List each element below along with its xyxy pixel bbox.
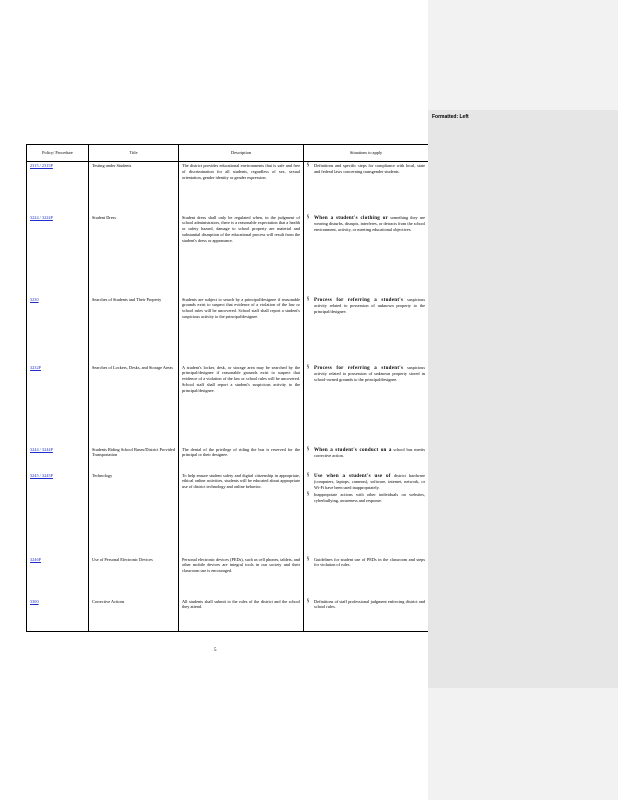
- table-header-row: [27, 145, 429, 162]
- policy-number-link[interactable]: 3224 / 3224P: [30, 214, 53, 220]
- bullet-icon: §: [307, 446, 310, 452]
- situation-item: [307, 163, 425, 175]
- situation-body: something they are wearing disturbs, disrupts, interferes, or detracts from the school environment, activity, or meeting educational objectives.: [314, 214, 426, 233]
- policy-number-link[interactable]: 2315 / 2315P: [30, 163, 53, 168]
- situation-body: school bus merits corrective action.: [314, 446, 426, 459]
- policy-number-link[interactable]: 3232P: [30, 364, 41, 370]
- bullet-icon: §: [307, 491, 310, 497]
- policy-number-link[interactable]: 3246P: [30, 556, 41, 562]
- situation-body: Guidelines for student use of PEDs in the classroom and steps for violation of rules.: [314, 556, 425, 568]
- situation-item: [307, 599, 425, 611]
- situation-text: [314, 447, 425, 460]
- situation-text: [314, 599, 425, 611]
- situations-cell: [304, 472, 429, 556]
- situation-lead: When a student's conduct on a: [314, 447, 392, 453]
- policy-description-cell: Student dress shall only be regulated when, in the judgment of school administrators, there is a reasonable expectation that a health or safety hazard, damage to school property are material and substantial disruption of the educational process will result from the student's dress or appearance.: [179, 214, 304, 296]
- situation-lead: Use when a student's use of: [314, 473, 391, 479]
- situations-cell: [304, 556, 429, 598]
- situation-item: [307, 297, 425, 315]
- table-row: [27, 556, 429, 598]
- policy-description-cell: Students are subject to search by a principal/designee if reasonable grounds exist to suspect that evidence of a violation of the law or school rules will be uncovered. School staff shall report a student's suspicious activity to the principal/designee.: [179, 296, 304, 364]
- situation-text: [314, 163, 425, 175]
- situation-lead: When a student's clothing or: [314, 215, 389, 221]
- situations-cell: [304, 364, 429, 446]
- policy-title-cell: Corrective Actions: [89, 598, 179, 632]
- situation-item: [307, 557, 425, 569]
- situation-text: [314, 215, 425, 233]
- situation-lead: Process for referring a student's: [314, 365, 404, 371]
- policy-title-cell: Searches of Lockers, Desks, and Storage Areas: [89, 364, 179, 446]
- table-row: [27, 296, 429, 364]
- situation-lead: Process for referring a student's: [314, 297, 404, 303]
- situation-item: [307, 215, 425, 233]
- situations-cell: [304, 296, 429, 364]
- policy-description-cell: The denial of the privilege of riding the bus is reserved for the principal or their designee.: [179, 446, 304, 472]
- policy-table: [26, 144, 429, 632]
- policy-number-link[interactable]: 3230: [30, 296, 39, 302]
- policy-description-cell: All students shall submit to the rules of the district and the school they attend.: [179, 598, 304, 632]
- situations-cell: [304, 446, 429, 472]
- situation-body: Definitions and specific steps for compliance with local, state and federal laws concerning transgender students.: [314, 163, 425, 174]
- bullet-icon: §: [307, 556, 310, 562]
- policy-number-link[interactable]: 3244 / 3244P: [30, 446, 53, 452]
- policy-description-cell: The district provides educational environments that is safe and free of discrimination for all students, regardless of sex, sexual orientation, gender identity or gender expression.: [179, 162, 304, 214]
- situation-body: district hardware (computers, laptops, cameras), software, internet, network, or Wi-Fi have been used inappropriately.: [314, 472, 426, 491]
- situation-text: [314, 473, 425, 491]
- situation-item: [307, 492, 425, 504]
- policy-title-cell: Searches of Students and Their Property: [89, 296, 179, 364]
- header-title: Title: [89, 145, 179, 162]
- page-number: 5: [214, 648, 217, 653]
- policy-number-cell: [27, 472, 89, 556]
- policy-number-cell: [27, 446, 89, 472]
- bullet-icon: §: [307, 598, 310, 604]
- bullet-icon: §: [307, 214, 310, 220]
- table-row: [27, 214, 429, 296]
- policy-number-cell: [27, 162, 89, 214]
- situation-item: [307, 447, 425, 460]
- situation-item: [307, 473, 425, 491]
- policy-number-cell: [27, 214, 89, 296]
- table-row: [27, 364, 429, 446]
- policy-number-cell: [27, 296, 89, 364]
- table-row: [27, 162, 429, 214]
- bullet-icon: §: [307, 296, 310, 302]
- policy-description-cell: Personal electronic devices (PEDs), such as cell phones, tablets, and other mobile devices are integral tools in our society and their classroom use is encouraged.: [179, 556, 304, 598]
- policy-description-cell: A student's locker, desk, or storage area may be searched by the principal/designee if reasonable grounds exist to suspect that evidence of a violation of the law or school rules will be uncovered. School staff shall report a student's suspicious activity to the principal/designee.: [179, 364, 304, 446]
- policy-title-cell: Use of Personal Electronic Devices: [89, 556, 179, 598]
- policy-title-cell: Students Riding School Buses/District Provided Transportation: [89, 446, 179, 472]
- policy-title-cell: Student Dress: [89, 214, 179, 296]
- situation-text: [314, 492, 425, 504]
- table-row: [27, 446, 429, 472]
- situation-text: [314, 557, 425, 569]
- situation-body: suspicious activity related to possession of unknown property stored in school-owned grounds to the principal/designee.: [314, 364, 425, 383]
- policy-description-cell: To help ensure student safety and digital citizenship in appropriate, ethical online activities, students will be educated about appropriate use of district technology and online behavior.: [179, 472, 304, 556]
- policy-number-link[interactable]: 3245 / 3245P: [30, 472, 53, 478]
- situation-body: Definitions of staff professional judgment enforcing district and school rules.: [314, 598, 425, 610]
- header-description: Description: [179, 145, 304, 162]
- policy-number-cell: [27, 556, 89, 598]
- bullet-icon: §: [307, 364, 310, 370]
- policy-number-cell: [27, 598, 89, 632]
- bullet-icon: §: [307, 472, 310, 478]
- situation-text: [314, 297, 425, 315]
- table-row: [27, 472, 429, 556]
- situation-body: Inappropriate actions with other individuals on websites, cyberbullying, awareness and response.: [314, 491, 425, 503]
- formatting-comment-label: Formatted: Left: [432, 114, 469, 120]
- situations-cell: [304, 214, 429, 296]
- formatting-comment-balloon[interactable]: [428, 110, 618, 688]
- policy-number-link[interactable]: 3300: [30, 598, 39, 604]
- bullet-icon: §: [307, 163, 310, 168]
- policy-number-cell: [27, 364, 89, 446]
- situations-cell: [304, 598, 429, 632]
- situation-item: [307, 365, 425, 383]
- situation-body: suspicious activity related to possession of unknown property to the principal/designee.: [314, 296, 425, 315]
- header-policy: Policy/ Procedure: [27, 145, 89, 162]
- policy-title-cell: Testing under Students: [89, 162, 179, 214]
- header-situations: Situations to apply: [304, 145, 429, 162]
- situation-text: [314, 365, 425, 383]
- policy-title-cell: Technology: [89, 472, 179, 556]
- situations-cell: [304, 162, 429, 214]
- table-row: [27, 598, 429, 632]
